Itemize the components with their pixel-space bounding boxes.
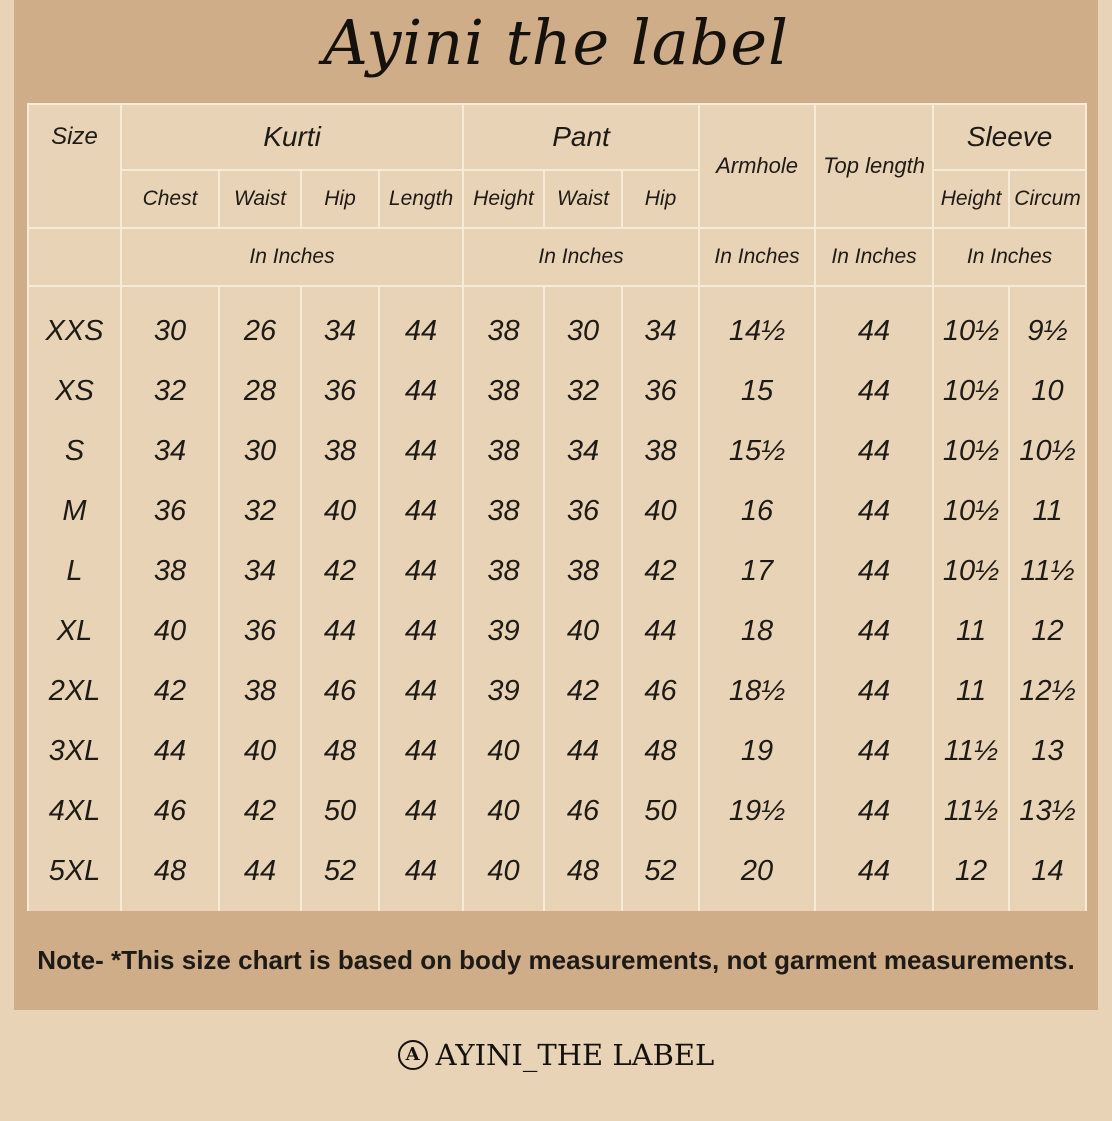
sleeve-height-cell: 10½ bbox=[933, 541, 1009, 601]
kurti-waist-cell: 42 bbox=[219, 781, 301, 841]
pant-hip-cell: 36 bbox=[622, 361, 699, 421]
pant-waist-header: Waist bbox=[544, 170, 622, 228]
armhole-cell: 19½ bbox=[699, 781, 815, 841]
kurti-chest-cell: 32 bbox=[121, 361, 219, 421]
sleeve-circum-cell: 9½ bbox=[1009, 286, 1086, 361]
pant-waist-cell: 30 bbox=[544, 286, 622, 361]
top-length-cell: 44 bbox=[815, 721, 933, 781]
kurti-hip-cell: 48 bbox=[301, 721, 379, 781]
size-cell: S bbox=[28, 421, 121, 481]
sleeve-circum-header: Circum bbox=[1009, 170, 1086, 228]
kurti-chest-cell: 42 bbox=[121, 661, 219, 721]
pant-waist-cell: 32 bbox=[544, 361, 622, 421]
kurti-chest-header: Chest bbox=[121, 170, 219, 228]
pant-waist-cell: 48 bbox=[544, 841, 622, 911]
size-cell: 5XL bbox=[28, 841, 121, 911]
sleeve-height-cell: 10½ bbox=[933, 481, 1009, 541]
pant-hip-cell: 38 bbox=[622, 421, 699, 481]
kurti-hip-cell: 38 bbox=[301, 421, 379, 481]
pant-hip-cell: 48 bbox=[622, 721, 699, 781]
sleeve-circum-cell: 11½ bbox=[1009, 541, 1086, 601]
size-cell: XS bbox=[28, 361, 121, 421]
pant-hip-cell: 50 bbox=[622, 781, 699, 841]
kurti-waist-header: Waist bbox=[219, 170, 301, 228]
pant-waist-cell: 38 bbox=[544, 541, 622, 601]
pant-height-cell: 39 bbox=[463, 661, 544, 721]
kurti-hip-cell: 34 bbox=[301, 286, 379, 361]
top-length-cell: 44 bbox=[815, 541, 933, 601]
sleeve-height-cell: 11 bbox=[933, 601, 1009, 661]
top-length-cell: 44 bbox=[815, 841, 933, 911]
armhole-cell: 18 bbox=[699, 601, 815, 661]
kurti-length-cell: 44 bbox=[379, 721, 463, 781]
pant-waist-cell: 34 bbox=[544, 421, 622, 481]
pant-unit-label: In Inches bbox=[463, 228, 699, 286]
table-row bbox=[28, 841, 1086, 911]
armhole-cell: 16 bbox=[699, 481, 815, 541]
sleeve-height-cell: 10½ bbox=[933, 361, 1009, 421]
sleeve-circum-cell: 12 bbox=[1009, 601, 1086, 661]
kurti-hip-cell: 42 bbox=[301, 541, 379, 601]
armhole-cell: 17 bbox=[699, 541, 815, 601]
sleeve-height-cell: 11½ bbox=[933, 781, 1009, 841]
top-length-cell: 44 bbox=[815, 421, 933, 481]
kurti-hip-cell: 44 bbox=[301, 601, 379, 661]
sleeve-height-cell: 10½ bbox=[933, 286, 1009, 361]
kurti-waist-cell: 36 bbox=[219, 601, 301, 661]
kurti-chest-cell: 40 bbox=[121, 601, 219, 661]
size-cell: 3XL bbox=[28, 721, 121, 781]
table-row bbox=[28, 661, 1086, 721]
kurti-length-cell: 44 bbox=[379, 481, 463, 541]
pant-height-cell: 38 bbox=[463, 286, 544, 361]
pant-hip-cell: 52 bbox=[622, 841, 699, 911]
pant-waist-cell: 44 bbox=[544, 721, 622, 781]
top-length-header: Top length bbox=[815, 104, 933, 228]
kurti-length-cell: 44 bbox=[379, 661, 463, 721]
top-length-cell: 44 bbox=[815, 481, 933, 541]
kurti-chest-cell: 44 bbox=[121, 721, 219, 781]
size-cell: 4XL bbox=[28, 781, 121, 841]
size-chart-note: Note- *This size chart is based on body measurements, not garment measurements. bbox=[37, 945, 1075, 975]
kurti-length-cell: 44 bbox=[379, 541, 463, 601]
kurti-hip-cell: 36 bbox=[301, 361, 379, 421]
top-length-cell: 44 bbox=[815, 601, 933, 661]
pant-height-cell: 40 bbox=[463, 841, 544, 911]
size-cell: XL bbox=[28, 601, 121, 661]
armhole-cell: 14½ bbox=[699, 286, 815, 361]
pant-waist-cell: 40 bbox=[544, 601, 622, 661]
kurti-waist-cell: 38 bbox=[219, 661, 301, 721]
kurti-waist-cell: 28 bbox=[219, 361, 301, 421]
unit-cell-empty bbox=[28, 228, 121, 286]
armhole-header: Armhole bbox=[699, 104, 815, 228]
sleeve-circum-cell: 10½ bbox=[1009, 421, 1086, 481]
kurti-length-cell: 44 bbox=[379, 781, 463, 841]
table-row bbox=[28, 361, 1086, 421]
pant-hip-cell: 46 bbox=[622, 661, 699, 721]
brand-name: AYINI_THE LABEL bbox=[435, 1038, 715, 1072]
table-row bbox=[28, 541, 1086, 601]
kurti-hip-cell: 52 bbox=[301, 841, 379, 911]
sleeve-circum-cell: 12½ bbox=[1009, 661, 1086, 721]
kurti-waist-cell: 40 bbox=[219, 721, 301, 781]
table-row bbox=[28, 481, 1086, 541]
sleeve-circum-cell: 10 bbox=[1009, 361, 1086, 421]
sleeve-header: Sleeve bbox=[933, 104, 1086, 170]
kurti-length-cell: 44 bbox=[379, 286, 463, 361]
size-chart-table bbox=[27, 103, 1087, 911]
size-header: Size bbox=[28, 104, 121, 228]
sleeve-height-cell: 11½ bbox=[933, 721, 1009, 781]
table-row bbox=[28, 721, 1086, 781]
kurti-chest-cell: 46 bbox=[121, 781, 219, 841]
pant-hip-cell: 44 bbox=[622, 601, 699, 661]
pant-height-cell: 38 bbox=[463, 361, 544, 421]
top-length-cell: 44 bbox=[815, 361, 933, 421]
pant-hip-cell: 42 bbox=[622, 541, 699, 601]
sleeve-circum-cell: 13 bbox=[1009, 721, 1086, 781]
kurti-hip-cell: 40 bbox=[301, 481, 379, 541]
kurti-length-header: Length bbox=[379, 170, 463, 228]
table-row bbox=[28, 781, 1086, 841]
armhole-cell: 19 bbox=[699, 721, 815, 781]
sleeve-height-cell: 12 bbox=[933, 841, 1009, 911]
kurti-waist-cell: 30 bbox=[219, 421, 301, 481]
armhole-cell: 20 bbox=[699, 841, 815, 911]
kurti-unit-label: In Inches bbox=[121, 228, 463, 286]
size-cell: L bbox=[28, 541, 121, 601]
page-title: Ayini the label bbox=[323, 6, 789, 79]
pant-height-cell: 38 bbox=[463, 421, 544, 481]
pant-height-cell: 39 bbox=[463, 601, 544, 661]
kurti-chest-cell: 38 bbox=[121, 541, 219, 601]
armhole-cell: 18½ bbox=[699, 661, 815, 721]
kurti-waist-cell: 34 bbox=[219, 541, 301, 601]
pant-height-cell: 40 bbox=[463, 781, 544, 841]
kurti-waist-cell: 44 bbox=[219, 841, 301, 911]
table-row bbox=[28, 286, 1086, 361]
top-length-cell: 44 bbox=[815, 781, 933, 841]
armhole-unit-label: In Inches bbox=[699, 228, 815, 286]
circled-a-logo-icon: A bbox=[398, 1040, 428, 1070]
pant-waist-cell: 36 bbox=[544, 481, 622, 541]
pant-waist-cell: 42 bbox=[544, 661, 622, 721]
kurti-header: Kurti bbox=[121, 104, 463, 170]
kurti-hip-cell: 46 bbox=[301, 661, 379, 721]
table-row bbox=[28, 421, 1086, 481]
kurti-chest-cell: 34 bbox=[121, 421, 219, 481]
pant-hip-header: Hip bbox=[622, 170, 699, 228]
sleeve-unit-label: In Inches bbox=[933, 228, 1086, 286]
kurti-chest-cell: 48 bbox=[121, 841, 219, 911]
top-length-cell: 44 bbox=[815, 286, 933, 361]
kurti-length-cell: 44 bbox=[379, 841, 463, 911]
armhole-cell: 15 bbox=[699, 361, 815, 421]
pant-hip-cell: 40 bbox=[622, 481, 699, 541]
pant-height-cell: 38 bbox=[463, 481, 544, 541]
armhole-cell: 15½ bbox=[699, 421, 815, 481]
table-row bbox=[28, 601, 1086, 661]
pant-waist-cell: 46 bbox=[544, 781, 622, 841]
size-cell: XXS bbox=[28, 286, 121, 361]
kurti-hip-cell: 50 bbox=[301, 781, 379, 841]
kurti-length-cell: 44 bbox=[379, 361, 463, 421]
pant-hip-cell: 34 bbox=[622, 286, 699, 361]
size-cell: 2XL bbox=[28, 661, 121, 721]
top-length-unit-label: In Inches bbox=[815, 228, 933, 286]
pant-height-cell: 38 bbox=[463, 541, 544, 601]
kurti-chest-cell: 36 bbox=[121, 481, 219, 541]
sleeve-circum-cell: 13½ bbox=[1009, 781, 1086, 841]
size-cell: M bbox=[28, 481, 121, 541]
sleeve-circum-cell: 11 bbox=[1009, 481, 1086, 541]
pant-height-cell: 40 bbox=[463, 721, 544, 781]
sleeve-height-cell: 10½ bbox=[933, 421, 1009, 481]
sleeve-circum-cell: 14 bbox=[1009, 841, 1086, 911]
kurti-waist-cell: 32 bbox=[219, 481, 301, 541]
top-length-cell: 44 bbox=[815, 661, 933, 721]
kurti-length-cell: 44 bbox=[379, 421, 463, 481]
kurti-length-cell: 44 bbox=[379, 601, 463, 661]
pant-header: Pant bbox=[463, 104, 699, 170]
size-table-body bbox=[28, 286, 1086, 911]
kurti-chest-cell: 30 bbox=[121, 286, 219, 361]
kurti-hip-header: Hip bbox=[301, 170, 379, 228]
kurti-waist-cell: 26 bbox=[219, 286, 301, 361]
pant-height-header: Height bbox=[463, 170, 544, 228]
brand-footer bbox=[0, 1038, 1112, 1072]
sleeve-height-header: Height bbox=[933, 170, 1009, 228]
sleeve-height-cell: 11 bbox=[933, 661, 1009, 721]
